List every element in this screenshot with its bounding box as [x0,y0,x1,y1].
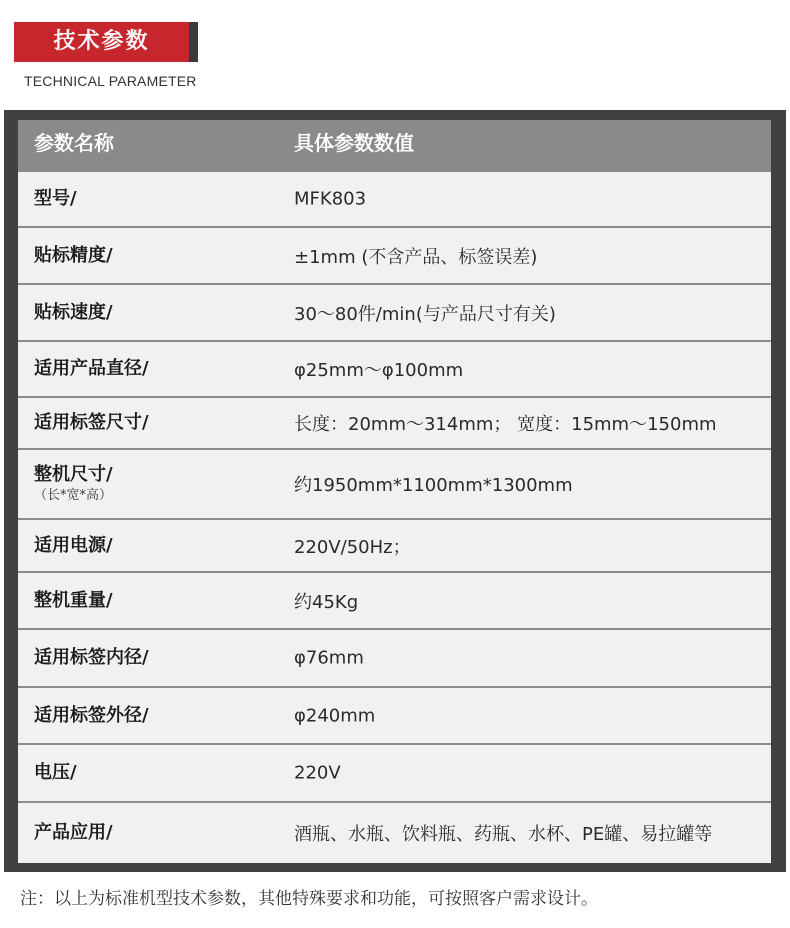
param-value: 220V/50Hz； [294,536,411,558]
param-name: 适用标签外径/ [34,704,149,726]
table-row [18,745,771,803]
column-header-name: 参数名称 [34,131,114,155]
table-row [18,342,771,398]
param-name: 贴标速度/ [34,301,113,323]
table-row [18,630,771,688]
table-row [18,450,771,520]
column-header-value: 具体参数数值 [294,131,414,155]
param-name: 适用电源/ [34,534,113,556]
param-value: 220V [294,762,341,784]
table-row [18,803,771,863]
table-row [18,520,771,573]
param-name: 产品应用/ [34,822,113,843]
table-row [18,285,771,342]
table-row [18,398,771,450]
param-value: 酒瓶、水瓶、饮料瓶、药瓶、水杯、PE罐、易拉罐等 [294,824,713,845]
param-value: MFK803 [294,188,367,210]
param-value: φ240mm [294,705,376,726]
param-value: ±1mm (不含产品、标签误差) [294,246,538,268]
table-row [18,688,771,745]
param-name: 整机重量/ [34,589,113,611]
footnote: 注：以上为标准机型技术参数，其他特殊要求和功能，可按照客户需求设计。 [20,889,598,909]
param-name: 型号/ [34,188,77,209]
table-row [18,172,771,228]
table-row [18,228,771,285]
table-header [18,120,771,172]
table-body [18,172,771,863]
section-subtitle: TECHNICAL PARAMETER [24,73,197,89]
table-row [18,573,771,630]
param-value: 长度：20mm～314mm； 宽度：15mm～150mm [294,414,717,435]
param-value: φ76mm [294,647,364,669]
section-title-badge: 技术参数 [14,22,198,62]
param-name: 整机尺寸/ （长*宽*高） [34,464,113,503]
param-name: 适用产品直径/ [34,358,149,379]
param-value: 约1950mm*1100mm*1300mm [294,475,573,496]
param-value: 约45Kg [294,591,359,613]
param-name-note: （长*宽*高） [34,488,113,503]
param-name: 适用标签尺寸/ [34,412,149,433]
param-name: 贴标精度/ [34,244,113,266]
param-name: 适用标签内径/ [34,647,149,668]
param-name: 电压/ [34,762,77,783]
param-value: 30～80件/min(与产品尺寸有关) [294,303,556,325]
param-value: φ25mm～φ100mm [294,360,464,381]
